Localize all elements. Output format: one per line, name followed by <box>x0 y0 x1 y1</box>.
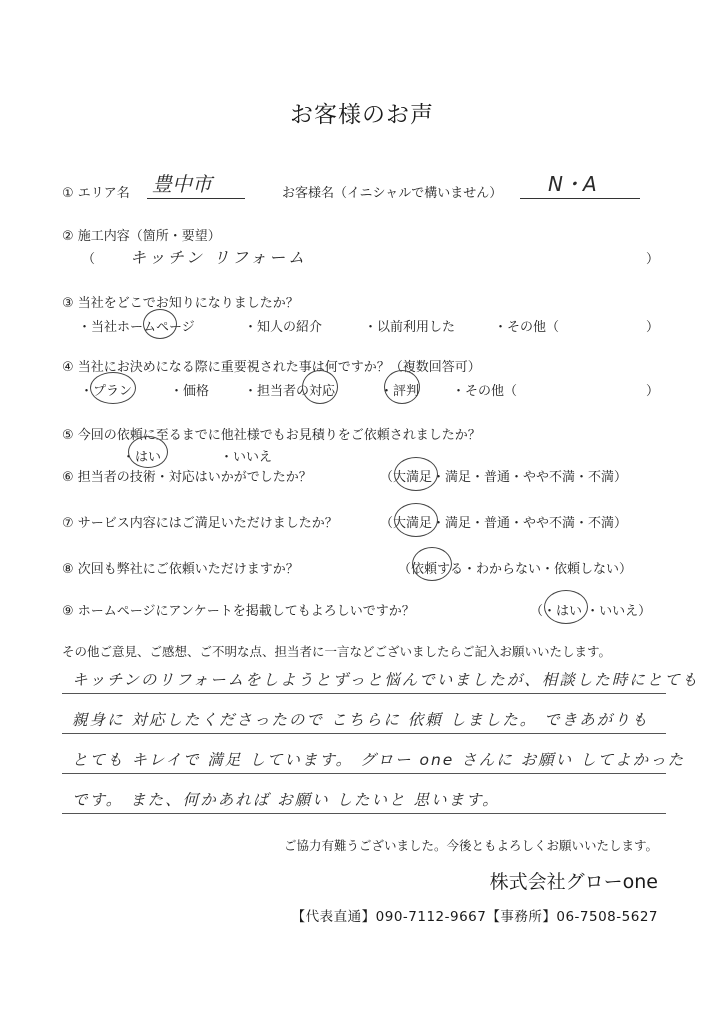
q4-circle-plan <box>90 372 136 404</box>
q7-selection-circle <box>394 503 438 537</box>
q7-options: （大満足・満足・普通・やや不満・不満） <box>380 516 628 531</box>
q7-label: ⑦ サービス内容にはご満足いただけましたか？ <box>62 516 338 531</box>
comment-line-3: とても キレイで 満足 しています。 グロー one さんに お願い してよかった <box>72 751 686 769</box>
comment-line-2: 親身に 対応したくださったので こちらに 依頼 しました。 できあがりも <box>72 711 650 729</box>
q5-option-no: ・いいえ <box>220 450 273 465</box>
q3-option-homepage: ・当社ホームページ <box>78 320 195 335</box>
q3-option-previous: ・以前利用した <box>364 320 456 335</box>
q3-option-referral: ・知人の紹介 <box>244 320 323 335</box>
q4-option-plan: ・プラン <box>80 384 133 399</box>
q9-selection-circle <box>544 590 588 624</box>
q9-options: （・はい ・いいえ） <box>530 604 652 619</box>
q1-name-label: お客様名（イニシャルで構いません） <box>282 186 503 201</box>
q4-option-price: ・価格 <box>170 384 210 399</box>
q3-option-other-close: ） <box>646 320 660 335</box>
q5-label: ⑤ 今回の依頼に至るまでに他社様でもお見積りをご依頼されましたか？ <box>62 428 481 443</box>
page-title: お客様のお声 <box>290 102 434 128</box>
comment-ruled-line-2 <box>62 733 666 734</box>
thanks-message: ご協力有難うございました。今後ともよろしくお願いいたします。 <box>283 838 658 853</box>
q4-option-other: ・その他（ <box>452 384 518 399</box>
q3-selection-circle <box>143 309 177 339</box>
q5-selection-circle <box>128 436 168 468</box>
q4-label: ④ 当社にお決めになる際に重要視された事は何ですか？（複数回答可） <box>62 360 481 375</box>
q9-label: ⑨ ホームページにアンケートを掲載してもよろしいですか？ <box>62 604 415 619</box>
q2-answer: キッチン リフォーム <box>130 248 308 267</box>
q5-option-yes: ・はい <box>122 450 162 465</box>
q2-close-paren: ） <box>646 252 660 267</box>
q1-area-answer: 豊中市 <box>152 172 212 196</box>
comment-prompt: その他ご意見、ご感想、ご不明な点、担当者に一言などございましたらご記入お願いいたします。 <box>62 644 612 659</box>
contact-info: 【代表直通】090-7112-9667【事務所】06-7508-5627 <box>291 909 658 925</box>
q1-area-underline <box>147 198 245 199</box>
q3-option-other: ・その他（ <box>494 320 560 335</box>
q4-option-reputation: ・評判 <box>380 384 420 399</box>
q8-label: ⑧ 次回も弊社にご依頼いただけますか？ <box>62 562 299 577</box>
q6-label: ⑥ 担当者の技術・対応はいかがでしたか？ <box>62 470 312 485</box>
q1-name-answer: N・A <box>548 172 597 196</box>
q8-selection-circle <box>412 547 452 581</box>
q4-circle-staff <box>302 370 338 404</box>
q3-label: ③ 当社をどこでお知りになりましたか？ <box>62 296 299 311</box>
comment-line-1: キッチンのリフォームをしようとずっと悩んでいましたが、相談した時にとても <box>72 671 700 689</box>
comment-ruled-line-3 <box>62 773 666 774</box>
comment-line-4: です。 また、何かあれば お願い したいと 思います。 <box>72 791 500 809</box>
q2-open-paren: （ <box>82 252 96 267</box>
q1-name-underline <box>520 198 640 199</box>
company-name: 株式会社グローone <box>489 871 658 893</box>
q2-label: ② 施工内容（箇所・要望） <box>62 229 221 244</box>
comment-ruled-line-4 <box>62 813 666 814</box>
q4-circle-reputation <box>384 370 420 404</box>
q8-options: （依頼する・わからない・依頼しない） <box>398 562 633 577</box>
q4-option-other-close: ） <box>646 384 660 399</box>
q1-label: ① エリア名 <box>62 186 130 201</box>
q6-options: （大満足・満足・普通・やや不満・不満） <box>380 470 628 485</box>
q6-selection-circle <box>394 457 438 491</box>
comment-ruled-line-1 <box>62 693 666 694</box>
q4-option-staff: ・担当者の対応 <box>244 384 336 399</box>
